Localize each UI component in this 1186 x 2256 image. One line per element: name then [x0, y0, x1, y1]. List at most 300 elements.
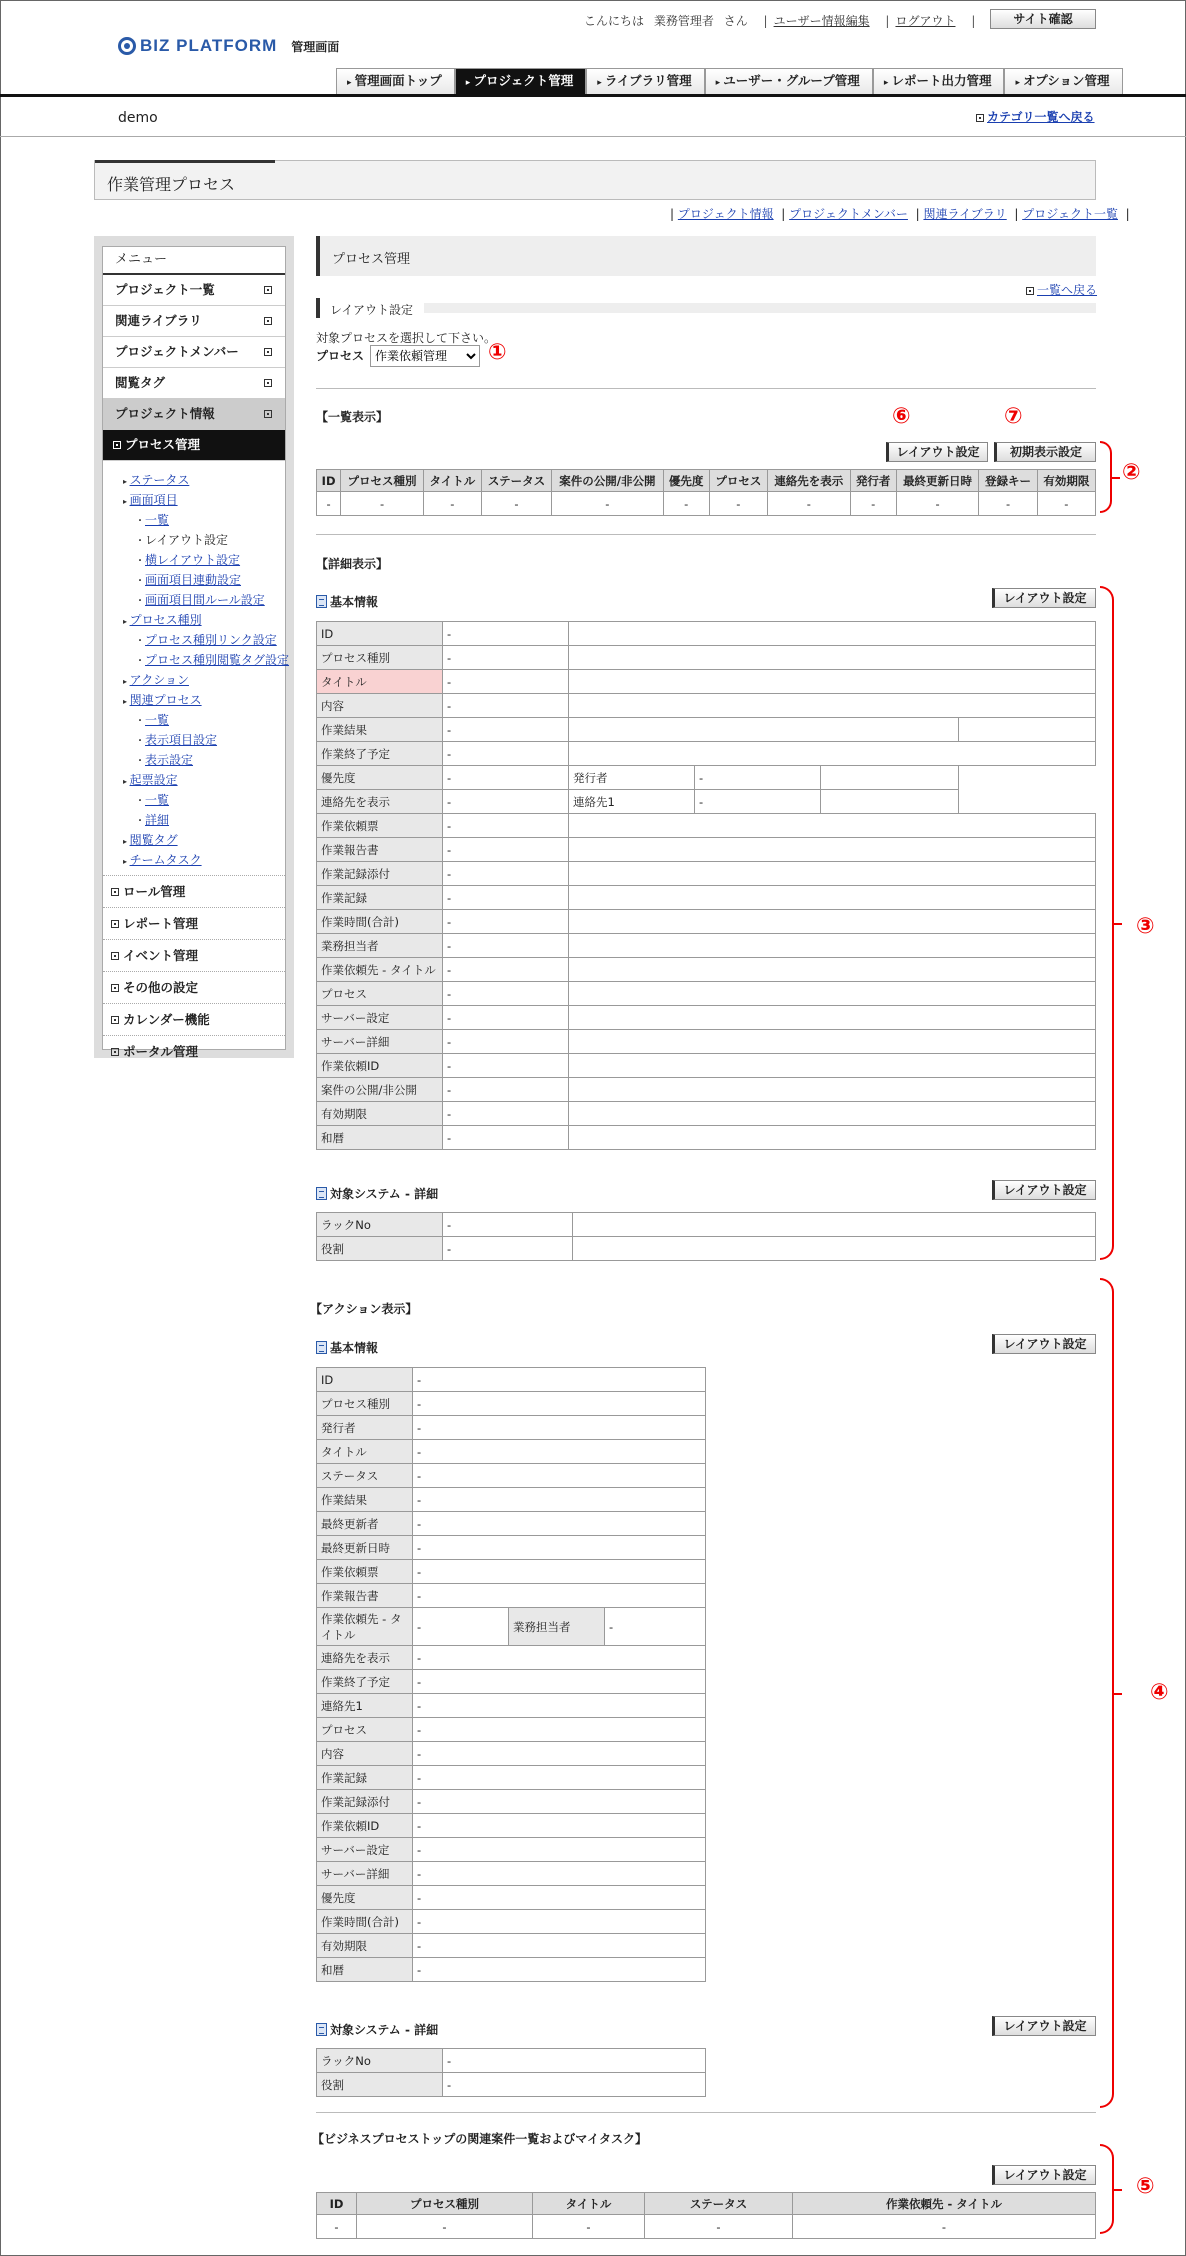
field-value: - — [443, 1030, 569, 1054]
field-value — [569, 934, 1096, 958]
table-row — [317, 1512, 706, 1536]
annotation-brace-4 — [1100, 1278, 1114, 2108]
square-bullet-icon — [264, 286, 272, 294]
table-row — [317, 1886, 706, 1910]
square-bullet-icon — [264, 410, 272, 418]
divider — [316, 2112, 1096, 2113]
field-label: プロセス — [317, 982, 443, 1006]
field-value: - — [443, 982, 569, 1006]
table-row — [317, 1862, 706, 1886]
field-value: - — [413, 1742, 706, 1766]
table-row — [317, 862, 1096, 886]
column-header: 登録キー — [979, 470, 1037, 492]
field-label: 作業依頼ID — [317, 1054, 443, 1078]
field-label: サーバー設定 — [317, 1838, 413, 1862]
table-row — [317, 622, 1096, 646]
column-header: プロセス種別 — [341, 470, 424, 492]
tree-item-link[interactable]: 画面項目連動設定 — [145, 573, 242, 587]
table-row — [317, 1054, 1096, 1078]
page-title-box — [94, 160, 1096, 200]
logo-icon — [118, 37, 136, 55]
process-mgmt-heading — [316, 236, 1096, 276]
field-value: - — [443, 838, 569, 862]
table-row — [317, 958, 1096, 982]
action-target-layout-button[interactable]: レイアウト設定 — [992, 2016, 1096, 2036]
field-value: - — [443, 910, 569, 934]
field-value: - — [413, 1368, 706, 1392]
sidebar-item-process-mgmt[interactable]: プロセス管理 — [103, 430, 285, 461]
greeting: こんにちは — [584, 14, 645, 28]
field-value: - — [443, 790, 569, 814]
field-value: - — [443, 646, 569, 670]
field-value — [569, 1054, 1096, 1078]
field-label: 連絡先1 — [569, 790, 695, 814]
table-row — [317, 1838, 706, 1862]
field-label: 連絡先を表示 — [317, 1646, 413, 1670]
tree-item-rule[interactable]: 画面項目間ルール設定 — [145, 593, 265, 607]
table-row — [317, 718, 1096, 742]
divider — [316, 388, 1096, 389]
detail-section-title: 【詳細表示】 — [316, 557, 389, 571]
divider — [316, 534, 1096, 535]
field-label: 内容 — [317, 694, 443, 718]
sidebar-item-project-member[interactable]: プロジェクトメンバー — [103, 337, 285, 368]
field-value: - — [443, 886, 569, 910]
field-label: 作業時間(合計) — [317, 1910, 413, 1934]
field-label: 作業記録添付 — [317, 1790, 413, 1814]
related-table — [316, 2192, 1096, 2239]
square-bullet-icon — [976, 114, 984, 122]
field-value: - — [413, 1766, 706, 1790]
field-label: 作業記録 — [317, 1766, 413, 1790]
field-value — [569, 718, 959, 742]
table-row — [317, 1742, 706, 1766]
nav-user-group[interactable]: ▸ ユーザー・グループ管理 — [705, 68, 873, 94]
field-label: 和暦 — [317, 1958, 413, 1982]
tree-startup-list[interactable]: 一覧 — [145, 793, 170, 807]
annotation-brace-3 — [1100, 586, 1114, 1260]
field-value — [569, 1102, 1096, 1126]
field-value — [569, 1126, 1096, 1150]
field-value: - — [413, 1694, 706, 1718]
nav-report[interactable]: ▸ レポート出力管理 — [873, 68, 1005, 94]
action-section-title: 【アクション表示】 — [310, 1302, 418, 1316]
table-row — [317, 1416, 706, 1440]
field-label: 最終更新者 — [317, 1512, 413, 1536]
sidebar-portal[interactable]: ポータル管理 — [103, 1035, 285, 1067]
table-row — [317, 1464, 706, 1488]
table-row — [317, 1718, 706, 1742]
field-value — [569, 1078, 1096, 1102]
table-row — [317, 670, 1096, 694]
table-row — [317, 1126, 1096, 1150]
square-bullet-icon — [113, 441, 121, 449]
column-header: 連絡先を表示 — [767, 470, 850, 492]
field-label: 和暦 — [317, 1126, 443, 1150]
field-value: - — [605, 1608, 706, 1646]
sidebar-calendar[interactable]: カレンダー機能 — [103, 1003, 285, 1035]
field-label: サーバー設定 — [317, 1006, 443, 1030]
field-label: 作業依頼先 - タイトル — [317, 1608, 413, 1646]
table-row — [317, 1608, 706, 1646]
category-back[interactable] — [976, 108, 1095, 125]
field-label: 連絡先1 — [317, 1694, 413, 1718]
square-bullet-icon — [1026, 287, 1034, 295]
field-value: - — [413, 1536, 706, 1560]
field-value — [821, 766, 959, 790]
tree-related-display[interactable]: 表示項目設定 — [145, 733, 218, 747]
column-header: プロセス種別 — [357, 2193, 533, 2215]
square-bullet-icon — [111, 888, 119, 896]
table-row — [317, 814, 1096, 838]
field-value: - — [443, 622, 569, 646]
field-value — [821, 790, 959, 814]
field-label: 発行者 — [569, 766, 695, 790]
field-label: 作業依頼先 - タイトル — [317, 958, 443, 982]
field-label: タイトル — [317, 1440, 413, 1464]
table-header-row — [317, 470, 1096, 492]
square-bullet-icon — [111, 1016, 119, 1024]
field-value: - — [413, 1416, 706, 1440]
column-header: タイトル — [423, 470, 481, 492]
field-value — [569, 622, 1096, 646]
tree-ptype-link[interactable]: プロセス種別リンク設定 — [145, 633, 277, 647]
field-value: - — [443, 766, 569, 790]
field-value: - — [443, 1126, 569, 1150]
tree-ptype-tag[interactable]: プロセス種別閲覧タグ設定 — [145, 653, 290, 667]
field-label: 有効期限 — [317, 1102, 443, 1126]
back-to-list-link[interactable]: 一覧へ戻る — [1037, 283, 1098, 297]
tree-startup-detail[interactable]: 詳細 — [145, 813, 170, 827]
field-value: - — [413, 1838, 706, 1862]
field-label: 案件の公開/非公開 — [317, 1078, 443, 1102]
target-layout-button[interactable]: レイアウト設定 — [992, 1180, 1096, 1200]
field-value — [569, 694, 1096, 718]
profile-link[interactable]: ユーザー情報編集 — [773, 14, 870, 28]
action-target-system-title: 対象システム - 詳細 — [316, 2021, 438, 2038]
annotation-brace-2 — [1100, 441, 1112, 513]
tree-team-task[interactable]: チームタスク — [129, 853, 202, 867]
annotation-2: ② — [1122, 460, 1141, 485]
process-select[interactable] — [370, 345, 480, 367]
column-header: 有効期限 — [1037, 470, 1095, 492]
field-label: ID — [317, 1368, 413, 1392]
action-table — [316, 1367, 706, 1982]
column-header: 案件の公開/非公開 — [552, 470, 663, 492]
sidebar-item-project-list[interactable]: プロジェクト一覧 — [103, 275, 285, 306]
field-label: 作業記録添付 — [317, 862, 443, 886]
annotation-5: ⑤ — [1136, 2174, 1155, 2199]
tree-status[interactable]: ステータス — [129, 473, 190, 487]
category-back-link[interactable]: カテゴリ一覧へ戻る — [987, 110, 1095, 124]
field-label: 作業依頼ID — [317, 1814, 413, 1838]
field-value: - — [443, 934, 569, 958]
nav-admin-top[interactable]: ▸ 管理画面トップ — [336, 68, 455, 94]
table-row: - - - - - - - - - - - - — [317, 492, 1096, 516]
table-row — [317, 1958, 706, 1982]
select-prompt: 対象プロセスを選択して下さい。 — [316, 331, 497, 345]
nav-library[interactable]: ▸ ライブラリ管理 — [586, 68, 704, 94]
field-value — [569, 958, 1096, 982]
column-header: ID — [317, 2193, 357, 2215]
column-header: 最終更新日時 — [896, 470, 979, 492]
column-header: 作業依頼先 - タイトル — [793, 2193, 1096, 2215]
target-system-table — [316, 1212, 1096, 1261]
column-header: ステータス — [645, 2193, 793, 2215]
field-value — [569, 1030, 1096, 1054]
table-row — [317, 1536, 706, 1560]
annotation-4: ④ — [1150, 1680, 1169, 1705]
field-label: サーバー詳細 — [317, 1030, 443, 1054]
sidebar-inner — [102, 246, 290, 1059]
field-label: ステータス — [317, 1464, 413, 1488]
list-table — [316, 469, 1096, 516]
field-label: 作業記録 — [317, 886, 443, 910]
user-name: 業務管理者 — [653, 14, 714, 28]
action-basic-info-title: 基本情報 — [316, 1339, 378, 1356]
heading-text: プロセス管理 — [332, 252, 411, 267]
column-header: プロセス — [709, 470, 767, 492]
square-bullet-icon — [111, 952, 119, 960]
field-label: プロセス種別 — [317, 1392, 413, 1416]
table-row — [317, 838, 1096, 862]
table-row: ラックNo - — [317, 1213, 1096, 1237]
sidebar — [94, 236, 294, 1058]
table-header-row — [317, 2193, 1096, 2215]
document-icon — [316, 1341, 327, 1354]
initial-display-button[interactable]: 初期表示設定 — [994, 442, 1096, 462]
field-value: - — [413, 1464, 706, 1488]
field-value — [569, 742, 1096, 766]
table-row: 役割 - — [317, 2073, 706, 2097]
field-value: - — [413, 1512, 706, 1536]
related-library-link[interactable]: 関連ライブラリ — [923, 207, 1007, 221]
field-label: 作業時間(合計) — [317, 910, 443, 934]
tree-related-list[interactable]: 一覧 — [145, 713, 170, 727]
field-label: プロセス種別 — [317, 646, 443, 670]
field-value: - — [443, 718, 569, 742]
related-section-title: 【ビジネスプロセストップの関連案件一覧およびマイタスク】 — [312, 2132, 648, 2146]
field-value: - — [413, 1886, 706, 1910]
list-section-title: 【一覧表示】 — [316, 410, 389, 424]
sidebar-item-project-info[interactable]: プロジェクト情報 — [103, 399, 285, 430]
sidebar-role[interactable]: ロール管理 — [103, 875, 285, 907]
back-to-list[interactable] — [1026, 281, 1097, 298]
table-row — [317, 1102, 1096, 1126]
sidebar-other[interactable]: その他の設定 — [103, 971, 285, 1003]
field-value: - — [413, 1814, 706, 1838]
tree-screen-list[interactable]: 一覧 — [145, 513, 170, 527]
logo-subtitle: 管理画面 — [291, 39, 340, 54]
field-value: - — [413, 1392, 706, 1416]
table-row — [317, 1006, 1096, 1030]
square-bullet-icon — [264, 317, 272, 325]
field-value: - — [413, 1440, 706, 1464]
field-value: - — [413, 1910, 706, 1934]
tree-screen-item[interactable]: 画面項目 — [129, 493, 178, 507]
field-value: - — [443, 670, 569, 694]
document-icon — [316, 2023, 327, 2036]
table-row — [317, 790, 1096, 814]
site-check-button[interactable]: サイト確認 — [990, 9, 1096, 29]
field-label: 作業依頼票 — [317, 1560, 413, 1584]
tree-related-process[interactable]: 関連プロセス — [129, 693, 202, 707]
project-info-link[interactable]: プロジェクト情報 — [677, 207, 774, 221]
field-label: 内容 — [317, 1742, 413, 1766]
table-row — [317, 766, 1096, 790]
field-label: 作業報告書 — [317, 1584, 413, 1608]
logout-link[interactable]: ログアウト — [895, 14, 956, 28]
field-label: 有効期限 — [317, 1934, 413, 1958]
table-row: - - - - - — [317, 2215, 1096, 2239]
table-row — [317, 910, 1096, 934]
annotation-1: ① — [488, 340, 507, 365]
table-row — [317, 646, 1096, 670]
field-value: - — [413, 1608, 509, 1646]
tree-view-tag[interactable]: 閲覧タグ — [129, 833, 178, 847]
nav-option[interactable]: ▸ オプション管理 — [1004, 68, 1122, 94]
field-value: - — [413, 1646, 706, 1670]
tree-related-show[interactable]: 表示設定 — [145, 753, 194, 767]
action-target-table — [316, 2048, 706, 2097]
field-value: - — [443, 1102, 569, 1126]
basic-info-title: 基本情報 — [316, 593, 378, 610]
sidebar-report[interactable]: レポート管理 — [103, 907, 285, 939]
table-row — [317, 1078, 1096, 1102]
field-label: 優先度 — [317, 766, 443, 790]
project-list-link[interactable]: プロジェクト一覧 — [1022, 207, 1118, 221]
table-row — [317, 1440, 706, 1464]
field-value — [569, 982, 1096, 1006]
tree-process-type[interactable]: プロセス種別 — [129, 613, 202, 627]
field-label: 作業報告書 — [317, 838, 443, 862]
target-system-title: 対象システム - 詳細 — [316, 1185, 438, 1202]
table-row — [317, 1392, 706, 1416]
logo — [118, 36, 339, 56]
detail-layout-button[interactable]: レイアウト設定 — [992, 588, 1096, 608]
field-value — [569, 646, 1096, 670]
document-icon — [316, 1187, 327, 1200]
table-row — [317, 1790, 706, 1814]
table-row — [317, 1766, 706, 1790]
column-header: 優先度 — [663, 470, 709, 492]
field-label: 最終更新日時 — [317, 1536, 413, 1560]
field-label: 作業終了予定 — [317, 742, 443, 766]
table-row — [317, 1368, 706, 1392]
field-value: - — [443, 742, 569, 766]
field-value: - — [443, 694, 569, 718]
square-bullet-icon — [111, 1048, 119, 1056]
table-row — [317, 694, 1096, 718]
column-header: ID — [317, 470, 341, 492]
field-label: プロセス — [317, 1718, 413, 1742]
field-label: 作業結果 — [317, 718, 443, 742]
field-label: 作業結果 — [317, 1488, 413, 1512]
field-value — [569, 838, 1096, 862]
field-value — [569, 910, 1096, 934]
table-row — [317, 1646, 706, 1670]
project-member-link[interactable]: プロジェクトメンバー — [789, 207, 908, 221]
field-value: - — [443, 814, 569, 838]
field-value: - — [443, 1078, 569, 1102]
square-bullet-icon — [111, 984, 119, 992]
sidebar-item-related-library[interactable]: 関連ライブラリ — [103, 306, 285, 337]
table-row — [317, 1488, 706, 1512]
field-value: - — [413, 1718, 706, 1742]
column-header: 発行者 — [850, 470, 896, 492]
detail-table — [316, 621, 1096, 1150]
field-label: 発行者 — [317, 1416, 413, 1440]
table-row — [317, 1910, 706, 1934]
field-value: - — [443, 862, 569, 886]
project-name: demo — [118, 110, 158, 126]
field-label: 作業依頼票 — [317, 814, 443, 838]
table-row: 役割 - — [317, 1237, 1096, 1261]
related-layout-button[interactable]: レイアウト設定 — [992, 2165, 1096, 2185]
field-value: - — [443, 958, 569, 982]
column-header: タイトル — [533, 2193, 645, 2215]
list-layout-button[interactable]: レイアウト設定 — [886, 442, 988, 462]
field-label: 優先度 — [317, 1886, 413, 1910]
annotation-7: ⑦ — [1004, 404, 1023, 429]
tree-startup[interactable]: 起票設定 — [129, 773, 178, 787]
field-label: 作業終了予定 — [317, 1670, 413, 1694]
field-value: - — [443, 1006, 569, 1030]
tree-action[interactable]: アクション — [129, 673, 189, 687]
field-label: サーバー詳細 — [317, 1862, 413, 1886]
logo-text: BIZ PLATFORM — [140, 36, 278, 55]
field-label: 連絡先を表示 — [317, 790, 443, 814]
field-value: - — [413, 1560, 706, 1584]
field-label: 業務担当者 — [509, 1608, 605, 1646]
annotation-brace-5 — [1100, 2144, 1114, 2234]
field-value — [958, 718, 1096, 742]
annotation-3: ③ — [1136, 914, 1155, 939]
field-value: - — [413, 1790, 706, 1814]
table-row — [317, 1694, 706, 1718]
square-bullet-icon — [264, 348, 272, 356]
field-value — [569, 862, 1096, 886]
table-row — [317, 742, 1096, 766]
field-value: - — [695, 790, 821, 814]
page-title: 作業管理プロセス — [107, 175, 236, 194]
annotation-6: ⑥ — [892, 404, 911, 429]
table-row — [317, 1030, 1096, 1054]
action-layout-button[interactable]: レイアウト設定 — [992, 1334, 1096, 1354]
main-nav — [336, 68, 1123, 94]
sidebar-item-view-tag[interactable]: 閲覧タグ — [103, 368, 285, 399]
field-value — [569, 670, 1096, 694]
field-label: 業務担当者 — [317, 934, 443, 958]
table-row — [317, 1814, 706, 1838]
field-value — [569, 886, 1096, 910]
field-value: - — [413, 1862, 706, 1886]
nav-project[interactable]: ▸ プロジェクト管理 — [455, 68, 586, 94]
field-label: タイトル — [317, 670, 443, 694]
square-bullet-icon — [264, 379, 272, 387]
field-value — [569, 814, 1096, 838]
process-tree — [103, 461, 290, 875]
column-header: ステータス — [481, 470, 551, 492]
square-bullet-icon — [111, 920, 119, 928]
field-value: - — [413, 1488, 706, 1512]
project-links: | プロジェクト情報 | プロジェクトメンバー | 関連ライブラリ | プロジェクト一覧 | — [670, 207, 1130, 221]
tree-hlayout[interactable]: 横レイアウト設定 — [145, 553, 241, 567]
process-label: プロセス — [316, 349, 365, 363]
sidebar-event[interactable]: イベント管理 — [103, 939, 285, 971]
field-label: ID — [317, 622, 443, 646]
table-row — [317, 886, 1096, 910]
